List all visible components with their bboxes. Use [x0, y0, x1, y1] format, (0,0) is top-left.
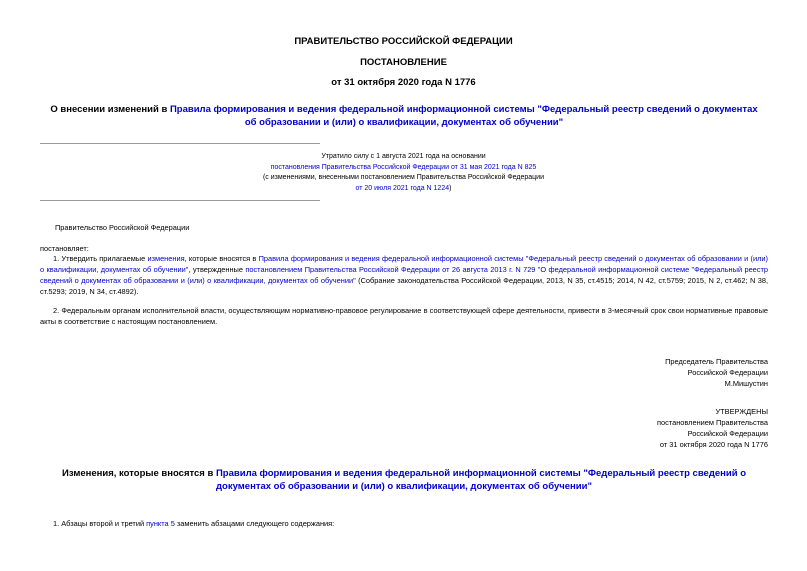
approval-label: УТВЕРЖДЕНЫ [715, 407, 768, 416]
decree-729-link[interactable]: постановлением Правительства Российской Федерации от 26 августа 2013 г. N 729 "О федеральной информационной системе "Федеральный реестр сведений о документах об образовании и (или) о квалификации, документах об обучении" [40, 265, 768, 285]
divider-bottom [40, 200, 320, 201]
approval-line: постановлением Правительства [657, 418, 768, 427]
title-prefix: О внесении изменений в [50, 104, 170, 115]
p1-text: 1. Утвердить прилагаемые [53, 254, 148, 263]
status-line: (с изменениями, внесенными постановлением Правительства Российской Федерации [262, 174, 545, 181]
status-note [180, 152, 627, 194]
government-heading: ПРАВИТЕЛЬСТВО РОССИЙСКОЙ ФЕДЕРАЦИИ [294, 36, 513, 47]
changes-title [48, 468, 760, 493]
amendment-decree-link[interactable]: от 20 июля 2021 года N 1224 [355, 184, 450, 192]
changes-link[interactable]: изменения [147, 254, 185, 263]
approval-line: Российской Федерации [687, 429, 768, 438]
document-date-number: от 31 октября 2020 года N 1776 [331, 77, 476, 88]
signature-title: Председатель Правительства [665, 357, 768, 366]
changes-rules-link[interactable]: Правила формирования и ведения федеральной информационной системы "Федеральный реестр сведений о документах об образовании и (или) о квалификации, документах об обучении" [215, 468, 746, 492]
paragraph-1 [40, 253, 768, 297]
signature-block [500, 356, 768, 389]
p1-text: , которые вносятся в [184, 254, 259, 263]
p1-text: , утвержденные [188, 265, 246, 274]
changes-title-prefix: Изменения, которые вносятся в [62, 468, 216, 479]
change-text: 1. Абзацы второй и третий [53, 519, 147, 528]
document-title [48, 104, 760, 129]
point-5-link[interactable]: пункта 5 [146, 519, 175, 528]
repeal-decree-link[interactable]: постановления Правительства Российской Федерации от 31 мая 2021 года N 825 [270, 163, 537, 171]
paragraph-2: 2. Федеральным органам исполнительной власти, осуществляющим нормативно-правовое регулирование в соответствующей сфере деятельности, привести в 3-месячный срок свои нормативные правовые акты в соответствие с настоящим постановлением. [40, 306, 768, 326]
approval-block [500, 406, 768, 450]
document-type: ПОСТАНОВЛЕНИЕ [360, 57, 447, 68]
p1-text: (Собрание законодательства Российской Федерации, 2013, N 35, ст.4515; 2014, N 42, ст.5759; 2015, N 2, ст.462; N 38, ст.5293; 2019, N 34, ст.4892). [40, 276, 768, 296]
decrees-word: постановляет: [40, 244, 89, 253]
rules-link[interactable]: Правила формирования и ведения федеральной информационной системы "Федеральный реестр сведений о документах об образовании и (или) о квалификации, документах об обучении" [169, 104, 758, 128]
change-text: заменить абзацами следующего содержания: [174, 519, 335, 528]
signature-country: Российской Федерации [687, 368, 768, 377]
rules-link-inline[interactable]: Правила формирования и ведения федеральной информационной системы "Федеральный реестр сведений о документах об образовании и (или) о квалификации, документах об обучении" [40, 254, 768, 274]
signature-name: М.Мишустин [724, 379, 768, 388]
divider-top [40, 143, 320, 144]
issuer: Правительство Российской Федерации [55, 223, 190, 232]
status-close: ) [449, 184, 452, 192]
change-item-1 [53, 518, 334, 529]
status-line: Утратило силу с 1 августа 2021 года на основании [321, 153, 486, 160]
approval-date: от 31 октября 2020 года N 1776 [659, 440, 768, 449]
